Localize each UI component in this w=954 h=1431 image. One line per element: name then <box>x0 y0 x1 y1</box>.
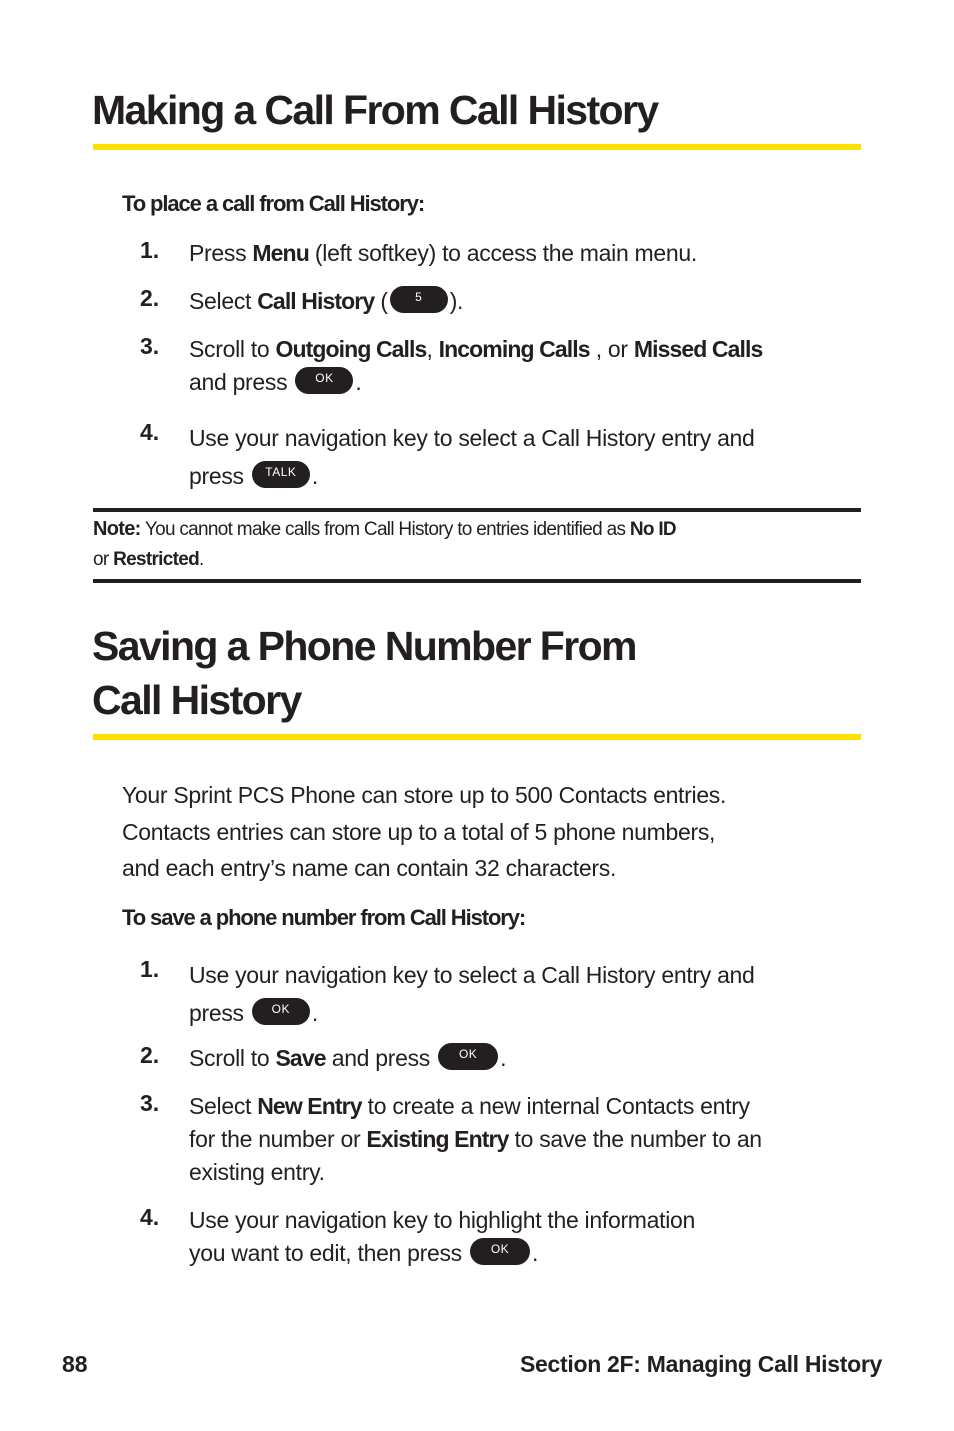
step-text: Select New Entry to create a new internal Contacts entry for the number or Existing Entry to save the number to an existing entry. <box>189 1093 762 1185</box>
procedure-heading: To place a call from Call History: <box>122 191 425 216</box>
step-text: Scroll to Save and press OK . <box>189 1045 507 1071</box>
note: Note: You cannot make calls from Call History to entries identified as No ID or Restricted. <box>93 518 676 570</box>
talk-key-icon: TALK <box>252 461 310 488</box>
section-title-saving-number: Saving a Phone Number From Call History <box>92 623 636 723</box>
step-number: 3. <box>140 1090 160 1116</box>
step-text: Use your navigation key to highlight the information you want to edit, then press OK . <box>189 1207 696 1266</box>
procedure-heading: To save a phone number from Call History: <box>122 905 526 930</box>
step-number: 4. <box>140 1204 160 1230</box>
ok-key-icon: OK <box>252 998 310 1025</box>
running-footer: Section 2F: Managing Call History <box>520 1351 882 1377</box>
note-top-rule <box>93 508 861 512</box>
step-number: 4. <box>140 419 160 445</box>
key-5-icon: 5 <box>390 286 448 313</box>
page-number: 88 <box>62 1351 88 1377</box>
step-text: Use your navigation key to select a Call History entry and press OK . <box>189 962 755 1026</box>
intro-paragraph: Your Sprint PCS Phone can store up to 500 Contacts entries. Contacts entries can store up to a total of 5 phone numbers, and each entry’s name can contain 32 characters. <box>122 782 727 881</box>
step-text: Scroll to Outgoing Calls, Incoming Calls , or Missed Calls and press OK . <box>189 336 763 395</box>
step-number: 2. <box>140 285 160 311</box>
ok-key-icon: OK <box>470 1238 530 1265</box>
ok-key-icon: OK <box>295 367 353 394</box>
step-text: Use your navigation key to select a Call History entry and press TALK . <box>189 425 755 489</box>
step-number: 1. <box>140 956 160 982</box>
title-underline <box>93 734 861 740</box>
step-number: 3. <box>140 333 160 359</box>
ok-key-icon: OK <box>438 1043 498 1070</box>
step-text: Select Call History ( 5 ). <box>189 288 464 314</box>
step-number: 2. <box>140 1042 160 1068</box>
step-text: Press Menu (left softkey) to access the main menu. <box>189 240 697 266</box>
section-title-making-call: Making a Call From Call History <box>92 87 658 133</box>
step-number: 1. <box>140 237 160 263</box>
title-underline <box>93 144 861 150</box>
note-bottom-rule <box>93 579 861 583</box>
note-label: Note: <box>93 518 141 540</box>
